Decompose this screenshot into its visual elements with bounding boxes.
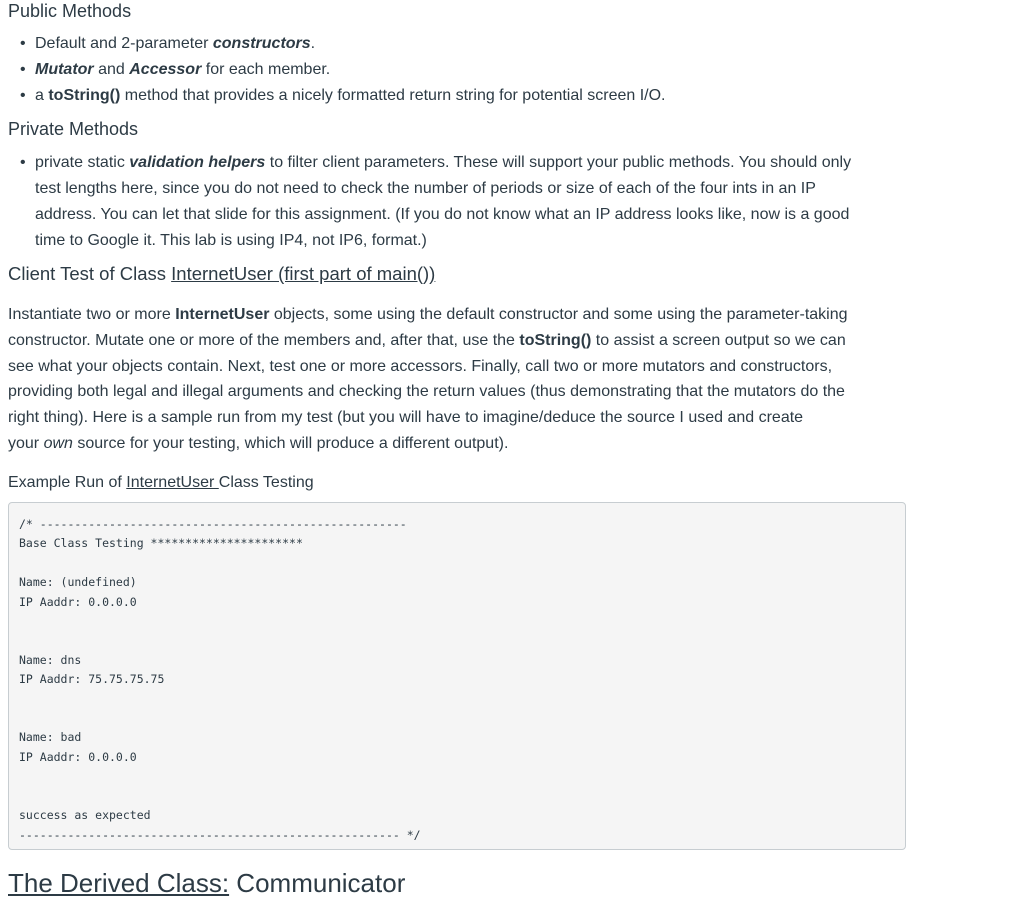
bullet-icon: • <box>20 154 26 171</box>
bullet-icon: • <box>20 87 26 104</box>
list-item: • a toString() method that provides a nicely formatted return string for potential screen I/O. <box>8 83 908 109</box>
code-sample-box <box>8 502 906 850</box>
list-item: • private static validation helpers to filter client parameters. These will support your public methods. You should only test lengths here, since you do not need to check the number of periods or size of each of the four ints in an IP address. You can let that slide for this assignment. (If you do not know what an IP address looks like, now is a good time to Google it. This lab is using IP4, not IP6, format.) <box>8 150 908 254</box>
internetuser-main-link[interactable]: InternetUser (first part of main()) <box>171 263 436 284</box>
internetuser-link[interactable]: InternetUser <box>126 474 219 491</box>
instructions-paragraph: Instantiate two or more InternetUser objects, some using the default constructor and some using the parameter-taking constructor. Mutate one or more of the members and, after that, use the toString() to assist a screen output so we can see what your objects contain. Next, test one or more accessors. Finally, call two or more mutators and constructors, providing both legal and illegal arguments and checking the return values (thus demonstrating that the mutators do the right thing). Here is a sample run from my test (but you will have to imagine/deduce the source I used and create your own source for your testing, which will produce a different output). <box>8 306 848 452</box>
example-run-label: Example Run of InternetUser Class Testing <box>8 474 314 491</box>
list-item: • Mutator and Accessor for each member. <box>8 57 908 83</box>
public-methods-heading: Public Methods <box>8 1 132 21</box>
private-methods-list <box>8 150 908 254</box>
client-test-heading: Client Test of Class InternetUser (first part of main()) <box>8 263 436 284</box>
derived-class-link[interactable]: The Derived Class: <box>8 868 230 898</box>
public-methods-list <box>8 31 908 109</box>
derived-class-heading: The Derived Class: Communicator <box>8 868 406 898</box>
list-item: • Default and 2-parameter constructors. <box>8 31 908 57</box>
private-methods-heading: Private Methods <box>8 119 139 139</box>
bullet-icon: • <box>20 35 26 52</box>
code-sample: /* ----------------------------------------------------- Base Class Testing ********************** Name: (undefined) IP Aaddr: 0.0.0.0 Name: dns IP Aaddr: 75.75.75.75 Name: bad IP Aaddr: 0.0.0.0 success as expected ------------------------------------------------------- */ <box>19 517 421 842</box>
bullet-icon: • <box>20 61 26 78</box>
